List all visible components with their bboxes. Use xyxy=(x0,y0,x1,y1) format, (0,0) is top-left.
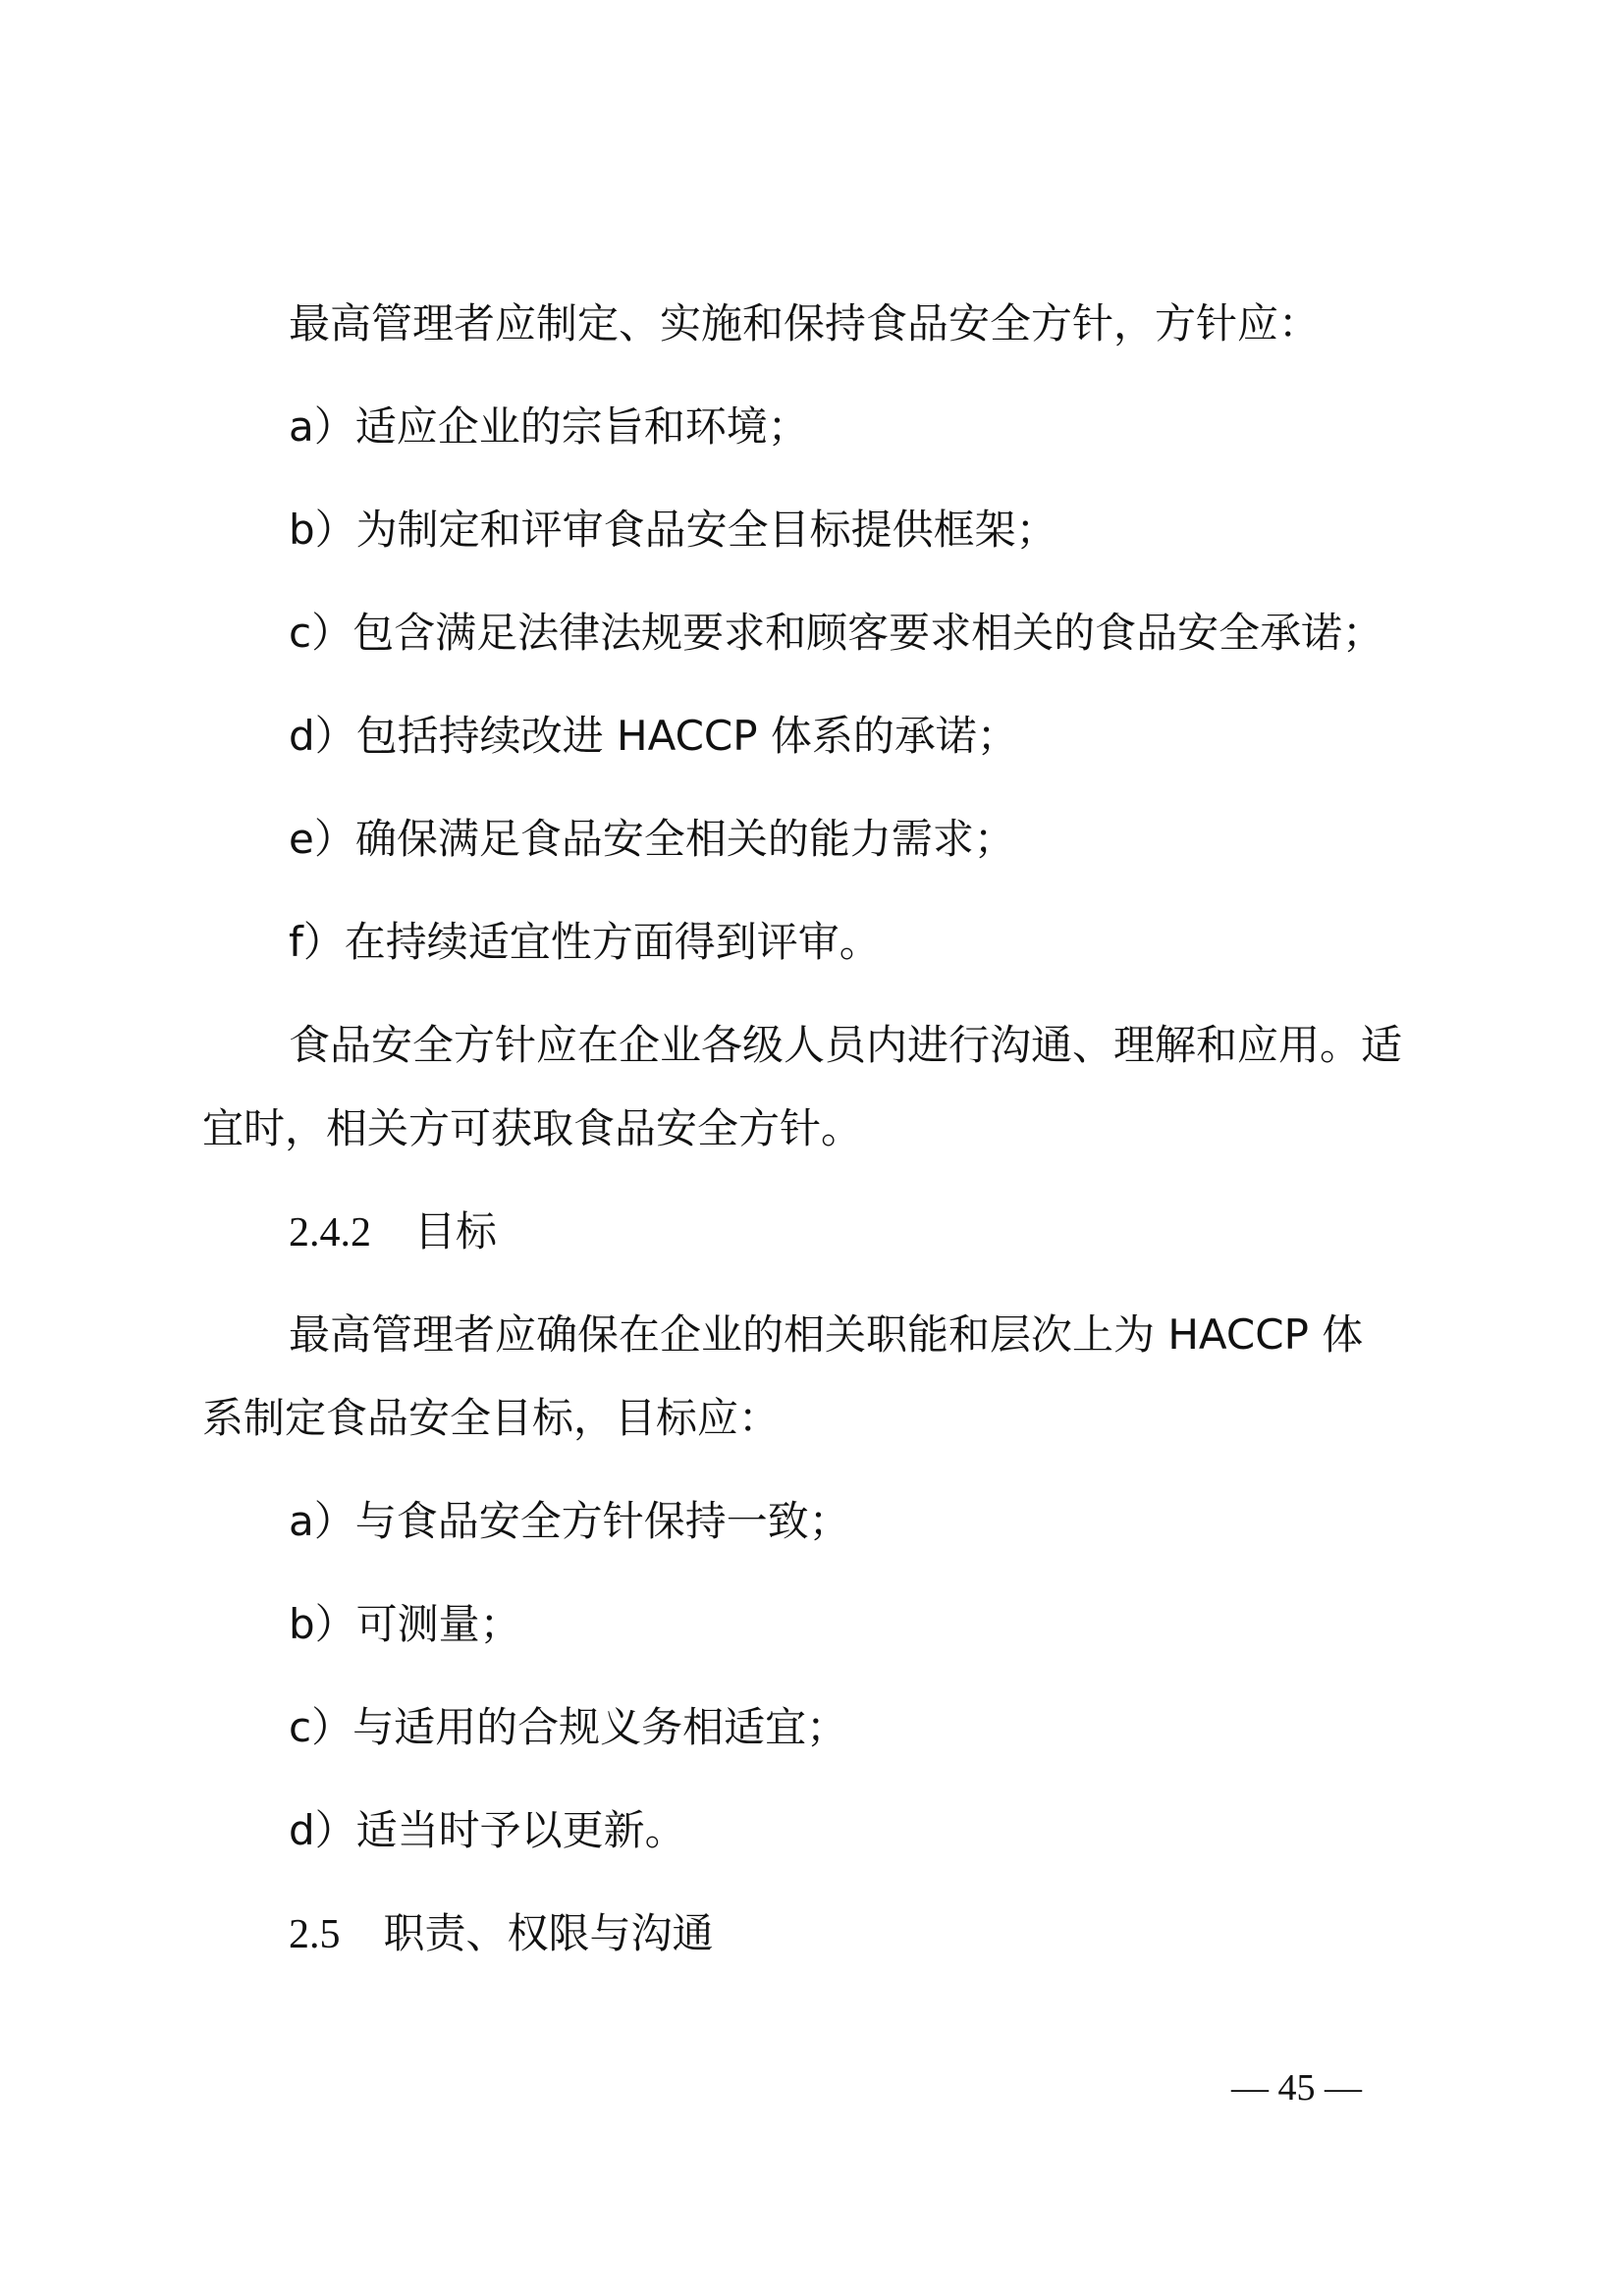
section-heading-2-5 xyxy=(289,1904,714,1964)
section-title: 目标 xyxy=(414,1207,498,1255)
paragraph-objectives-intro-line1: 最高管理者应确保在企业的相关职能和层次上为 HACCP 体 xyxy=(289,1310,1364,1359)
policy-item-b: b）为制定和评审食品安全目标提供框架； xyxy=(289,506,1057,554)
policy-item-d: d）包括持续改进 HACCP 体系的承诺； xyxy=(289,712,1018,760)
policy-item-e: e）确保满足食品安全相关的能力需求； xyxy=(289,815,1015,863)
paragraph-objectives-intro-line2: 系制定食品安全目标，目标应： xyxy=(202,1394,781,1442)
section-number: 2.4.2 xyxy=(289,1210,371,1255)
objective-item-c: c）与适用的合规义务相适宜； xyxy=(289,1703,848,1751)
policy-item-c: c）包含满足法律法规要求和顾客要求相关的食品安全承诺； xyxy=(289,609,1384,657)
objective-item-d: d）适当时予以更新。 xyxy=(289,1806,686,1854)
section-number: 2.5 xyxy=(289,1912,341,1957)
paragraph-policy-communication-line1: 食品安全方针应在企业各级人员内进行沟通、理解和应用。适 xyxy=(289,1021,1403,1069)
policy-item-f: f）在持续适宜性方面得到评审。 xyxy=(289,918,881,966)
section-title: 职责、权限与沟通 xyxy=(383,1909,714,1957)
section-heading-2-4-2 xyxy=(289,1202,497,1262)
objective-item-a: a）与食品安全方针保持一致； xyxy=(289,1497,850,1545)
paragraph-policy-communication-line2: 宜时，相关方可获取食品安全方针。 xyxy=(202,1104,863,1152)
objective-item-b: b）可测量； xyxy=(289,1600,521,1648)
policy-item-a: a）适应企业的宗旨和环境； xyxy=(289,402,809,451)
paragraph-policy-intro: 最高管理者应制定、实施和保持食品安全方针，方针应： xyxy=(289,299,1321,347)
page-number: — 45 — xyxy=(1231,2067,1362,2109)
